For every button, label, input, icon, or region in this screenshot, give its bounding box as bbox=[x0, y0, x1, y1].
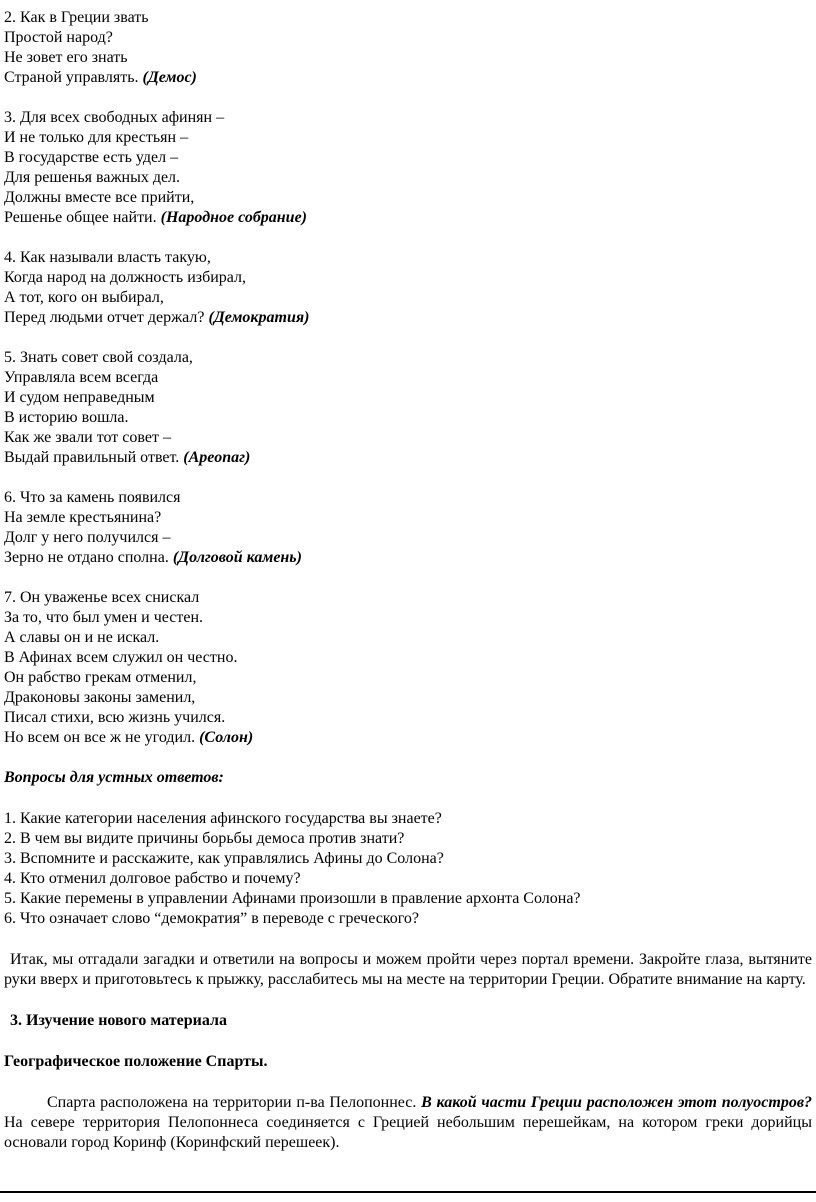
riddle-line: На земле крестьянина? bbox=[4, 509, 162, 526]
riddle-line bbox=[4, 548, 812, 568]
riddle-line: Он рабство грекам отменил, bbox=[4, 669, 197, 686]
riddle-answer: (Солон) bbox=[199, 729, 254, 746]
riddle-line-text: Страной управлять. bbox=[4, 69, 143, 86]
riddle-line: Когда народ на должность избирал, bbox=[4, 269, 247, 286]
riddle-line bbox=[4, 68, 812, 88]
question-item: 5. Какие перемены в управлении Афинами произошли в правление архонта Солона? bbox=[4, 890, 581, 907]
riddle-line: Для решенья важных дел. bbox=[4, 169, 181, 186]
riddle-5 bbox=[4, 348, 812, 468]
sparta-text-1: Спарта расположена на территории п-ва Пелопоннес. bbox=[47, 1094, 422, 1111]
riddle-line: В Афинах всем служил он честно. bbox=[4, 649, 238, 666]
riddle-line: Управляла всем всегда bbox=[4, 369, 159, 386]
riddle-line: 5. Знать совет свой создала, bbox=[4, 349, 193, 366]
riddle-line bbox=[4, 728, 812, 748]
question-item: 4. Кто отменил долговое рабство и почему? bbox=[4, 870, 301, 887]
riddle-line: И судом неправедным bbox=[4, 389, 155, 406]
riddle-line bbox=[4, 208, 812, 228]
subsection-heading: Географическое положение Спарты. bbox=[4, 1053, 268, 1070]
riddle-4 bbox=[4, 248, 812, 328]
page-bottom-border bbox=[0, 1191, 816, 1193]
riddle-3 bbox=[4, 108, 812, 228]
riddle-answer: (Долговой камень) bbox=[172, 549, 302, 566]
riddle-line: Не зовет его знать bbox=[4, 49, 128, 66]
riddle-line: А тот, кого он выбирал, bbox=[4, 289, 164, 306]
sparta-question: В какой части Греции расположен этот полуостров? bbox=[421, 1094, 813, 1111]
riddle-line bbox=[4, 308, 812, 328]
riddle-line: Как же звали тот совет – bbox=[4, 429, 171, 446]
questions-list bbox=[4, 809, 812, 929]
transition-paragraph: Итак, мы отгадали загадки и ответили на вопросы и можем пройти через портал времени. Закройте глаза, вытяните руки вверх и приготовьтесь к прыжку, расслабитесь мы на месте на территории Греции. Обратите внимание на карту. bbox=[4, 951, 816, 988]
riddle-line: 4. Как называли власть такую, bbox=[4, 249, 211, 266]
riddle-line: Должны вместе все прийти, bbox=[4, 189, 195, 206]
riddle-2 bbox=[4, 8, 812, 88]
sparta-paragraph bbox=[4, 1093, 816, 1153]
riddle-line: Писал стихи, всю жизнь учился. bbox=[4, 709, 226, 726]
riddle-answer: (Ареопаг) bbox=[183, 449, 251, 466]
riddle-7 bbox=[4, 588, 812, 748]
riddle-line: А славы он и не искал. bbox=[4, 629, 160, 646]
riddle-answer: (Народное собрание) bbox=[160, 209, 308, 226]
riddle-line: 2. Как в Греции звать bbox=[4, 9, 149, 26]
riddle-line: В государстве есть удел – bbox=[4, 149, 179, 166]
riddle-line-text: Решенье общее найти. bbox=[4, 209, 161, 226]
riddle-line-text: Выдай правильный ответ. bbox=[4, 449, 184, 466]
riddle-line: 6. Что за камень появился bbox=[4, 489, 181, 506]
question-item: 1. Какие категории населения афинского государства вы знаете? bbox=[4, 810, 442, 827]
riddle-6 bbox=[4, 488, 812, 568]
riddle-line-text: Зерно не отдано сполна. bbox=[4, 549, 173, 566]
question-item: 6. Что означает слово “демократия” в переводе с греческого? bbox=[4, 910, 420, 927]
riddle-line: За то, что был умен и честен. bbox=[4, 609, 204, 626]
questions-heading: Вопросы для устных ответов: bbox=[4, 769, 224, 786]
sparta-text-2: На севере территория Пелопоннеса соединяется с Грецией небольшим перешейкам, на котором греки дорийцы основали город Коринф (Коринфский перешеек). bbox=[4, 1094, 816, 1151]
section-heading: 3. Изучение нового материала bbox=[10, 1012, 227, 1029]
riddle-line: Долг у него получился – bbox=[4, 529, 171, 546]
riddle-line: Простой народ? bbox=[4, 29, 113, 46]
riddle-line: 3. Для всех свободных афинян – bbox=[4, 109, 225, 126]
question-item: 2. В чем вы видите причины борьбы демоса против знати? bbox=[4, 830, 405, 847]
riddle-line-text: Но всем он все ж не угодил. bbox=[4, 729, 200, 746]
riddle-line: Драконовы законы заменил, bbox=[4, 689, 196, 706]
riddle-line: В историю вошла. bbox=[4, 409, 129, 426]
riddle-line: И не только для крестьян – bbox=[4, 129, 189, 146]
riddle-answer: (Демос) bbox=[142, 69, 197, 86]
question-item: 3. Вспомните и расскажите, как управлялись Афины до Солона? bbox=[4, 850, 444, 867]
riddle-line-text: Перед людьми отчет держал? bbox=[4, 309, 209, 326]
riddle-line: 7. Он уваженье всех снискал bbox=[4, 589, 200, 606]
riddle-answer: (Демократия) bbox=[208, 309, 310, 326]
riddle-line bbox=[4, 448, 812, 468]
